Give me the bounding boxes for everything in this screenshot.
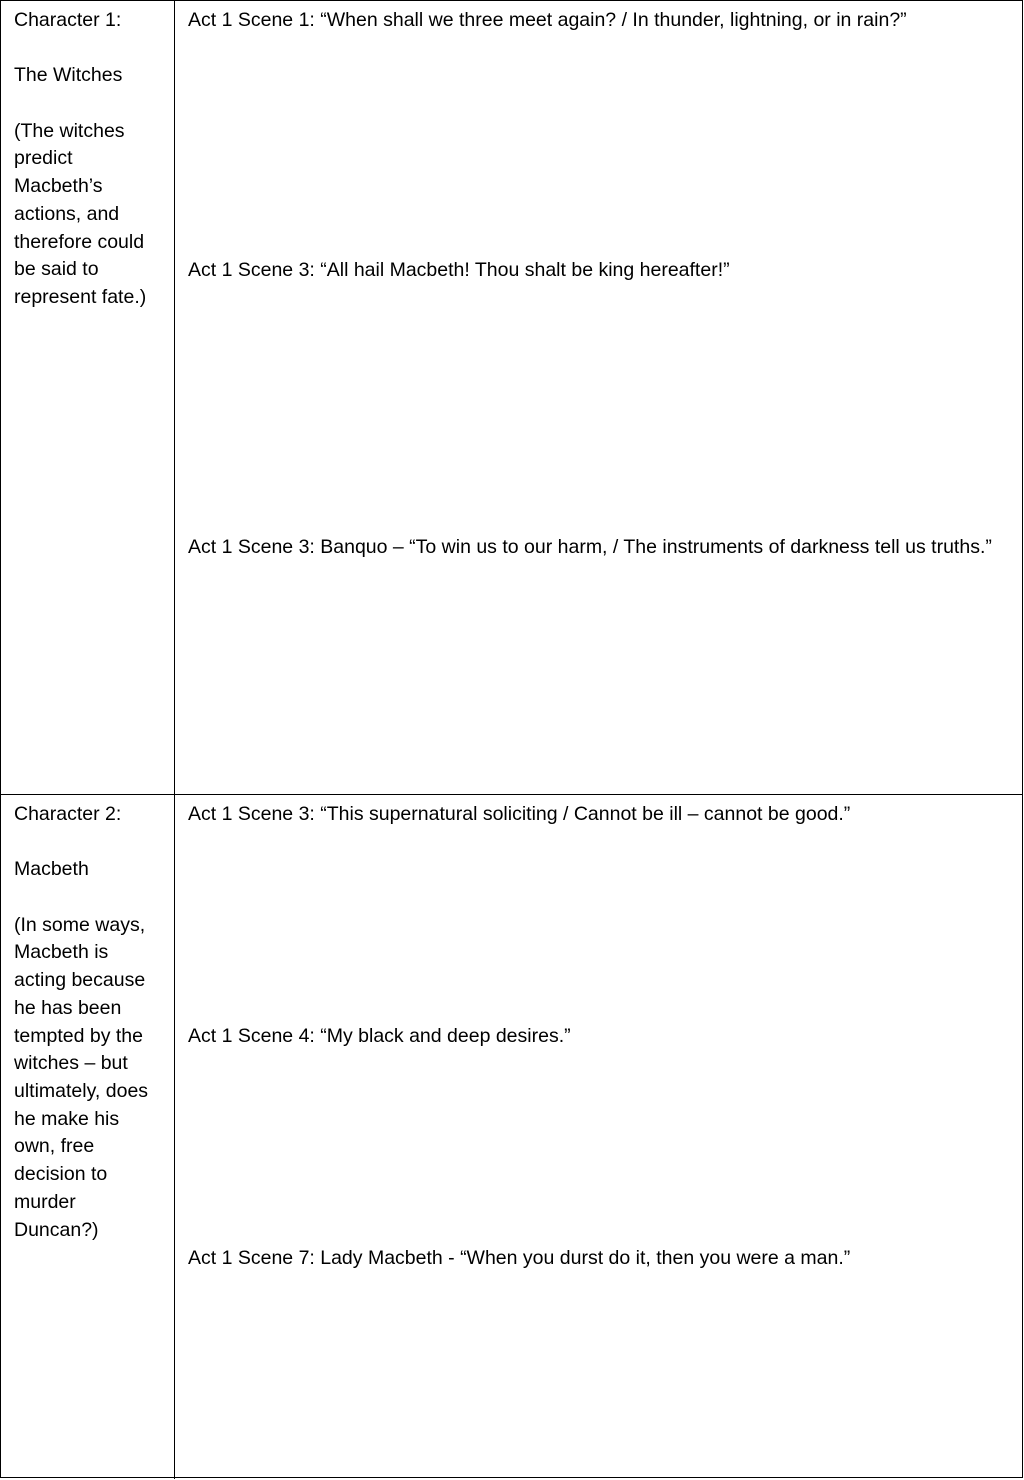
quotes-cell xyxy=(175,1,1022,794)
quote: Act 1 Scene 4: “My black and deep desires.” xyxy=(188,1025,571,1047)
character-note: (In some ways, Macbeth is acting because he has been tempted by the witches – but ultimately, does he make his own, free decision to murder Duncan?) xyxy=(14,913,149,1241)
character-note: (The witches predict Macbeth’s actions, and therefore could be said to represent fate.) xyxy=(14,119,147,308)
quotes-cell xyxy=(175,795,1022,1479)
character-name: The Witches xyxy=(14,64,123,87)
character-heading: Character 1: xyxy=(14,9,122,31)
quote: Act 1 Scene 3: Banquo – “To win us to our harm, / The instruments of darkness tell us truths.” xyxy=(188,536,992,558)
table-row xyxy=(1,795,1022,1479)
character-cell xyxy=(1,1,175,794)
quote: Act 1 Scene 1: “When shall we three meet again? / In thunder, lightning, or in rain?” xyxy=(188,9,907,31)
character-cell xyxy=(1,795,175,1479)
quote: Act 1 Scene 3: “This supernatural soliciting / Cannot be ill – cannot be good.” xyxy=(188,803,851,825)
character-heading: Character 2: xyxy=(14,803,122,825)
quote: Act 1 Scene 7: Lady Macbeth - “When you durst do it, then you were a man.” xyxy=(188,1247,851,1269)
quote: Act 1 Scene 3: “All hail Macbeth! Thou shalt be king hereafter!” xyxy=(188,259,730,281)
character-name: Macbeth xyxy=(14,858,89,881)
table-row xyxy=(1,1,1022,795)
